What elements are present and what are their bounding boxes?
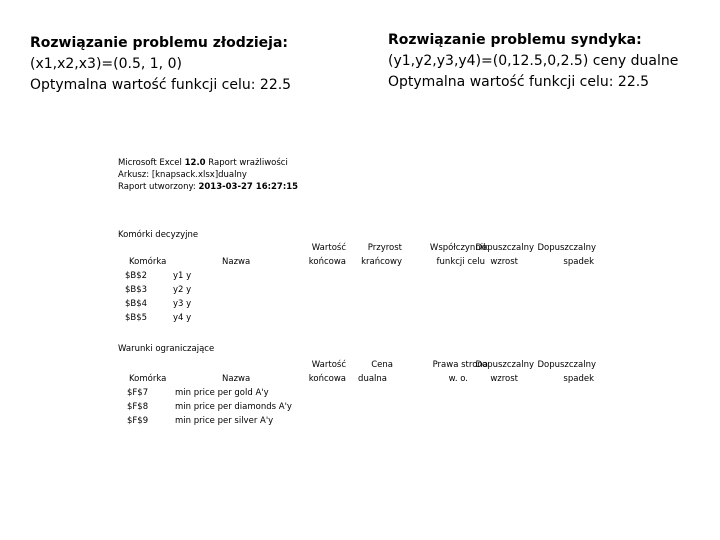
syndic-solution-block [388,30,678,93]
header-final-2: końcowa [308,374,346,384]
cell-name: y1 y [173,271,192,281]
report-header [118,157,298,193]
header-name: Nazwa [222,374,251,384]
header-inc-2: wzrost [490,374,518,384]
cell-ref: $B$5 [125,313,148,323]
header-inc-1: Dopuszczalny [475,360,534,370]
header-reduced-1: Przyrost [367,243,402,253]
report-line-2: Arkusz: [knapsack.xlsx]dualny [118,170,247,180]
variables-table [0,241,720,331]
cell-name: y4 y [173,313,192,323]
header-final-2: końcowa [308,257,346,267]
syndic-title: Rozwiązanie problemu syndyka: [388,32,642,48]
header-dec-2: spadek [563,374,594,384]
report-line-1: Microsoft Excel 12.0 Raport wrażliwości [118,158,288,168]
thief-solution: (x1,x2,x3)=(0.5, 1, 0) [30,56,182,72]
cell-ref: $B$4 [125,299,148,309]
header-cell: Komórka [129,374,167,384]
thief-title: Rozwiązanie problemu złodzieja: [30,35,289,51]
header-coef-2: funkcji celu [436,257,485,267]
header-rhs-1: Prawa strona [432,360,488,370]
header-cell: Komórka [129,257,167,267]
cell-ref: $B$2 [125,271,148,281]
header-shadow-2: dualna [358,374,387,384]
variables-section-title: Komórki decyzyjne [118,230,199,240]
header-dec-1: Dopuszczalny [537,360,596,370]
header-final-1: Wartość [311,243,346,253]
cell-name: min price per gold A'y [175,388,269,398]
cell-name: y2 y [173,285,192,295]
header-dec-1: Dopuszczalny [537,243,596,253]
cell-name: min price per silver A'y [175,416,274,426]
header-name: Nazwa [222,257,251,267]
syndic-solution: (y1,y2,y3,y4)=(0,12.5,0,2.5) ceny dualne [388,53,679,69]
cell-ref: $F$8 [127,402,149,412]
report-line-3: Raport utworzony: 2013-03-27 16:27:15 [118,182,299,192]
thief-solution-block [30,33,291,96]
header-rhs-2: w. o. [448,374,468,384]
header-coef-1: Współczynnik [429,243,488,253]
cell-name: min price per diamonds A'y [175,402,292,412]
constraints-section-title: Warunki ograniczające [118,344,215,354]
cell-name: y3 y [173,299,192,309]
header-shadow-1: Cena [371,360,393,370]
header-inc-2: wzrost [490,257,518,267]
header-final-1: Wartość [311,360,346,370]
header-dec-2: spadek [563,257,594,267]
cell-ref: $F$9 [127,416,149,426]
header-reduced-2: krańcowy [361,257,402,267]
thief-objective: Optymalna wartość funkcji celu: 22.5 [30,77,292,93]
cell-ref: $B$3 [125,285,148,295]
cell-ref: $F$7 [127,388,149,398]
constraints-table [0,358,720,438]
header-inc-1: Dopuszczalny [475,243,534,253]
syndic-objective: Optymalna wartość funkcji celu: 22.5 [388,74,650,90]
